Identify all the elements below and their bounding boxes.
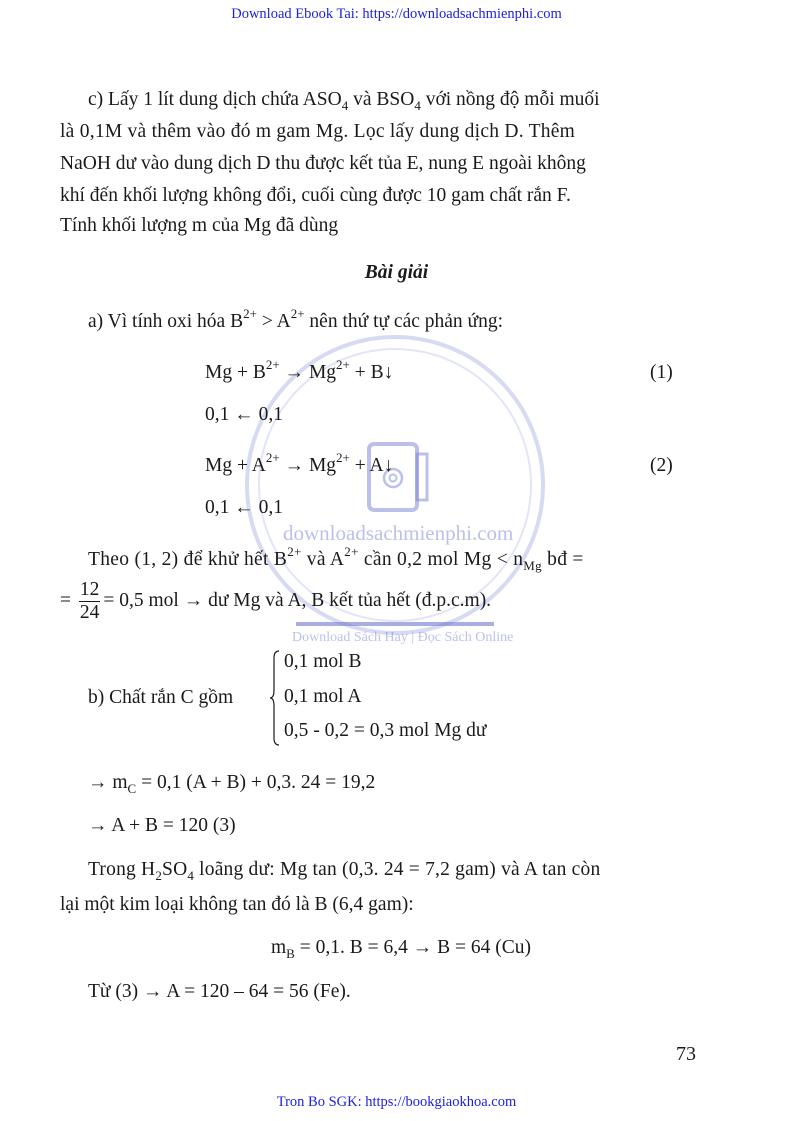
part-a-theo: Theo (1, 2) để khử hết $B^{2+}$ và $A^{2+}$ cần 0,2 mol $Mg < n_{Mg}$ bđ = (88, 544, 584, 573)
problem-c-line-4: khí đến khối lượng không đổi, cuối cùng được 10 gam chất rắn F. (60, 185, 571, 206)
footer-link[interactable]: Tron Bo SGK: https://bookgiaokhoa.com (276, 1094, 517, 1110)
trong-line: Trong $H_2SO_4$ loãng dư: Mg tan (0,3. 24 = 7,2 gam) và A tan còn (88, 859, 601, 883)
part-b-label: b) Chất rắn C gồm (88, 687, 234, 708)
solution-title: Bài giải (364, 262, 429, 283)
problem-c-line-5: Tính khối lượng m của Mg đã dùng (60, 215, 339, 236)
mass-b-line: $m_B = 0,1$. B = 6,4 → B = 64 (Cu) (271, 937, 531, 961)
equation-1-moles: 0,1 ← 0,1 (205, 404, 283, 425)
equation-2-moles: 0,1 ← 0,1 (205, 497, 283, 518)
watermark-tagline: Download Sách Hay | Đọc Sách Online (292, 630, 514, 645)
part-b-item: 0,1 mol B (284, 651, 362, 672)
problem-c-line-1: c) Lấy 1 lít dung dịch chứa $ASO_4$ và $BSO_4$ với nồng độ mỗi muối (88, 89, 600, 113)
brace-icon (270, 650, 280, 746)
equation-2-number: (2) (650, 455, 673, 476)
trong-line-2: lại một kim loại không tan đó là B (6,4 gam): (60, 894, 414, 915)
tu3-line: Từ (3) → A = 120 – 64 = 56 (Fe). (88, 981, 351, 1002)
part-a-intro: a) Vì tính oxi hóa $B^{2+} > A^{2+}$ nên thứ tự các phản ứng: (88, 306, 504, 332)
equation-2: $Mg + A^{2+} \to Mg^{2+}$ + A↓ (205, 450, 394, 476)
problem-c-line-2: là 0,1M và thêm vào đó m gam Mg. Lọc lấy dung dịch D. Thêm (60, 121, 576, 142)
problem-c-line-3: NaOH dư vào dung dịch D thu được kết tủa E, nung E ngoài không (60, 153, 586, 174)
mass-c-line: → $m_C = 0,1$ (A + B) + 0,3. 24 = 19,2 (88, 772, 376, 796)
equation-1-number: (1) (650, 362, 673, 383)
part-a-conclusion: = $\frac{12}{24}$ = 0,5 mol → dư Mg và A, B kết tủa hết (đ.p.c.m). (60, 579, 492, 624)
part-b-item: 0,1 mol A (284, 686, 362, 707)
sum-line: → A + B = 120 (3) (88, 815, 236, 836)
part-b-item: 0,5 - 0,2 = 0,3 mol Mg dư (284, 720, 487, 741)
page-number: 73 (676, 1043, 696, 1065)
header-download-link[interactable]: Download Ebook Tai: https://downloadsachmienphi.com (231, 6, 562, 22)
fraction: $\frac{12}{24}$ (79, 579, 100, 624)
watermark-site: downloadsachmienphi.com (283, 521, 514, 545)
equation-1: $Mg + B^{2+} \to Mg^{2+}$ + B↓ (205, 357, 394, 383)
